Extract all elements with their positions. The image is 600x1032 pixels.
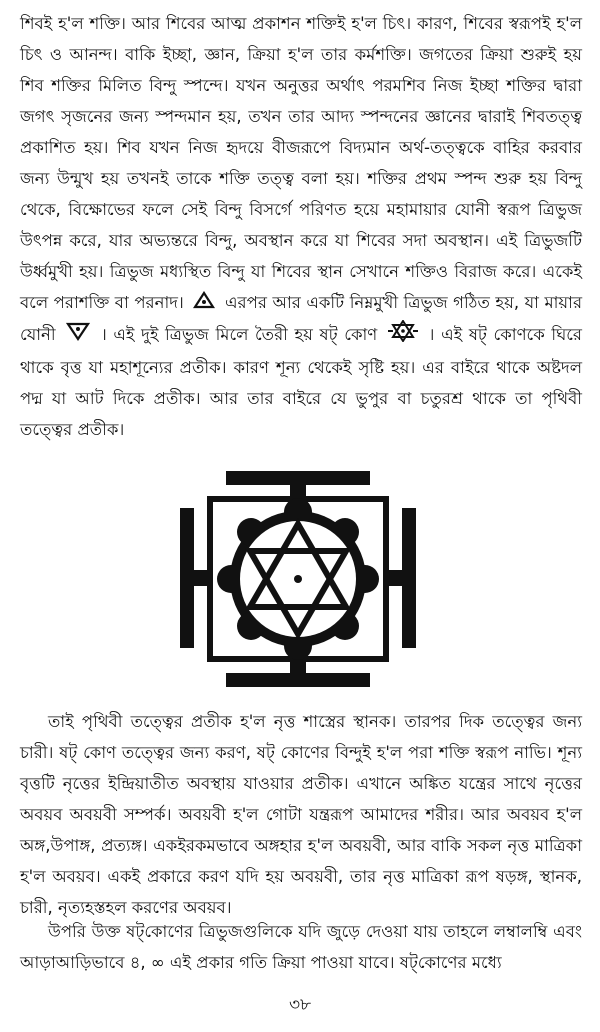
bhupura-right-stem [388, 570, 402, 586]
paragraph-1-text-a: শিবই হ'ল শক্তি। আর শিবের আত্ম প্রকাশন শক্তিই হ'ল চিৎ। কারণ, শিবের স্বরূপই হ'ল চিৎ ও আনন্দ। বাকি ইচ্ছা, জ্ঞান, ক্রিয়া হ'ল তার কর্মশক্তি। জগতের ক্রিয়া শুরুই হয় শিব শক্তির মিলিত বিন্দু স্পন্দে। যখন অনুত্তর অর্থাৎ পরমশিব নিজ ইচ্ছা শক্তির দ্বারা জগৎ সৃজনের জন্য স্পন্দমান হয়, তখন তার আদ্য স্পন্দনের জ্ঞানের দ্বারাই শিবতত্ত্ব প্রকাশিত হয়। শিব যখন নিজ হৃদয়ে বীজরূপে বিদ্যমান অর্থ-তত্ত্বকে বাহির করবার জন্য উন্মুখ হয় তখনই তাকে শক্তি তত্ত্ব বলা হয়। শক্তির প্রথম স্পন্দ শুরু হয় বিন্দু থেকে, বিক্ষোভের ফলে সেই বিন্দু বিসর্গে পরিণত হয়ে মহামায়ার যোনী স্বরূপ ত্রিভুজ উৎপন্ন করে, যার অভ্যন্তরে বিন্দু, অবস্থান করে যা শিবের সদা অবস্থান। এই ত্রিভুজটি উর্ধ্বমুখী হয়। ত্রিভুজ মধ্যস্থিত বিন্দু যা শিবের স্থান সেখানে শক্তিও বিরাজ করে। একেই বলে পরাশক্তি বা পরনাদ। [20, 14, 582, 312]
page-number: ৩৮ [288, 995, 312, 1015]
bhupura-left-stem [194, 570, 208, 586]
bindu-dot [294, 575, 302, 583]
bhupura-top-bar [226, 471, 370, 485]
paragraph-1-text-c: । এই দুই ত্রিভুজ মিলে তৈরী হয় ষট্ কোণ [100, 325, 378, 344]
paragraph-3: উপরি উক্ত ষট্‌কোণের ত্রিভুজগুলিকে যদি জুড়ে দেওয়া যায় তাহলে লম্বালম্বি এবং আড়াআড়িভাবে ৪, ∞ এই প্রকার গতি ক্রিয়া পাওয়া যাবে। ষট্‌কোণের মধ্যে [20, 922, 582, 972]
bhupura-left-bar [180, 508, 194, 648]
paragraph-2: তাই পৃথিবী তত্ত্বের প্রতীক হ'ল নৃত্ত শাস্ত্রের স্থানক। তারপর দিক তত্ত্বের জন্য চারী। ষট্ কোণ তত্ত্বের জন্য করণ, ষট্ কোণের বিন্দুই হ'ল পরা শক্তি স্বরূপ নাভি। শূন্য বৃত্তটি নৃত্তের ইন্দ্রিয়াতীত অবস্থায় যাওয়ার প্রতীক। এখানে অঙ্কিত যন্ত্রের সাথে নৃত্তের অবয়ব অবয়বী সম্পর্ক। অবয়বী হ'ল গোটা যন্ত্ররূপ আমাদের শরীর। আর অবয়ব হ'ল অঙ্গ,উপাঙ্গ, প্রত্যঙ্গ। একইরকমভাবে অঙ্গহার হ'ল অবয়বী, আর বাকি সকল নৃত্ত মাত্রিকা হ'ল অবয়ব। একই প্রকারে করণ যদি হয় অবয়বী, তার নৃত্ত মাত্রিকা রূপ ষড়ঙ্গ, স্থানক, চারী, নৃত্যহস্তহল করণের অবয়ব। [20, 712, 582, 917]
yantra-figure [178, 468, 418, 690]
bhupura-bottom-bar [226, 673, 370, 687]
downward-triangle-bindu-icon [66, 320, 90, 351]
paragraph-1-text-b: এরপর আর একটি নিম্নমুখী ত্রিভুজ গঠিত হয়, যা মায়ার যোনী [20, 293, 583, 344]
paragraph-1-text-d: । এই ষট্ কোণকে ঘিরে থাকে বৃত্ত যা মহাশূন্যের প্রতীক। কারণ শূন্য থেকেই সৃষ্টি হয়। এর বাইরে থাকে অষ্টদল পদ্ম যা আট দিকে প্রতীক। আর তার বাইরে যে ভুপুর বা চতুরশ্র থাকে তা পৃথিবী তত্ত্বের প্রতীক। [20, 325, 582, 439]
paragraph-1 [20, 8, 582, 445]
hexagram-icon [388, 320, 418, 352]
bhupura-right-bar [402, 508, 416, 648]
upward-triangle-bindu-icon [193, 288, 215, 319]
